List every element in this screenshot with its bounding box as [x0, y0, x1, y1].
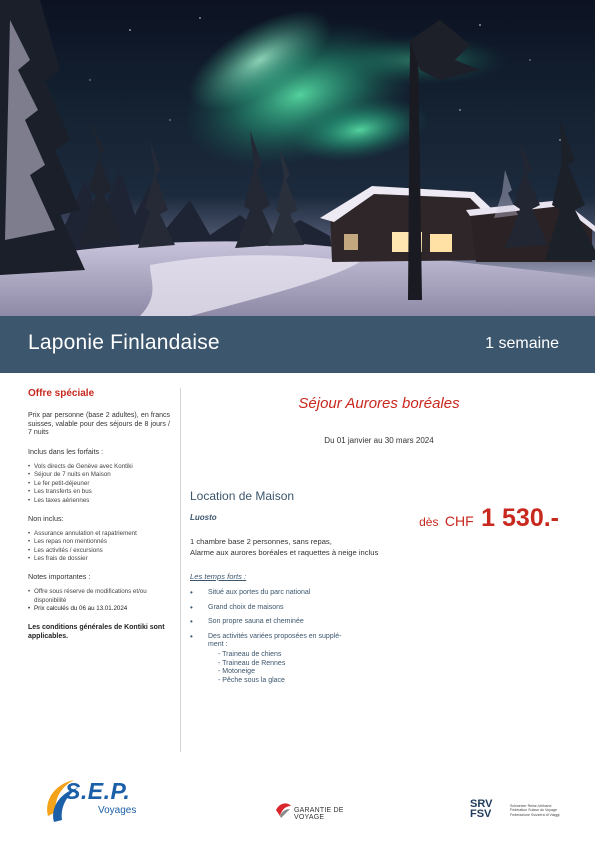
- not-included-list: [28, 530, 170, 564]
- price-prefix: dès: [419, 515, 439, 529]
- list-item: • Séjour de 7 nuits en Maison: [28, 471, 170, 479]
- srv-fsv-mark: [470, 799, 492, 819]
- list-item: • Le fer petit-déjeuner: [28, 480, 170, 488]
- notes-list: [28, 588, 170, 613]
- srv-caption-line: Federazione Svizzera di Viaggi: [510, 812, 560, 817]
- activities-list: [190, 651, 380, 685]
- garantie-text: GARANTIE DE VOYAGE: [294, 807, 344, 821]
- srv-fsv-caption: [510, 804, 566, 817]
- special-offer-title: Offre spéciale: [28, 388, 95, 399]
- list-item: • Vols directs de Genève avec Kontiki: [28, 463, 170, 471]
- activity-item: - Traineau de chiens: [218, 651, 282, 658]
- description-line: Alarme aux aurores boréales et raquettes à neige inclus: [190, 547, 379, 557]
- garantie-shield-icon: [274, 800, 292, 820]
- list-item: • Son propre sauna et cheminée: [190, 618, 380, 627]
- title-band: [0, 316, 595, 373]
- hero-photo-aurora-cabin: [0, 0, 595, 316]
- activity-item: - Pêche sous la glace: [218, 676, 285, 684]
- accommodation-place: Luosto: [190, 513, 217, 522]
- list-item: • Les transferts en bus: [28, 488, 170, 496]
- list-item: • Grand choix de maisons: [190, 604, 380, 613]
- accommodation-description: [190, 537, 378, 558]
- list-item: • Les repas non mentionnés: [28, 538, 170, 546]
- srv-text: SRV: [470, 798, 493, 810]
- srv-caption-line: Schweizer Reise-Verband: [510, 804, 552, 808]
- not-included-title: Non inclus:: [28, 514, 64, 524]
- list-item: • Les taxes aériennes: [28, 497, 170, 505]
- sep-voyages-logo: [40, 776, 180, 826]
- srv-caption-line: Fédération Suisse du Voyage: [510, 808, 557, 813]
- activities-line: ment :: [208, 641, 228, 648]
- offer-heading: Séjour Aurores boréales: [298, 395, 460, 412]
- list-item: • Prix calculés du 06 au 13.01.2024: [28, 605, 170, 613]
- price-currency: CHF: [444, 513, 474, 529]
- included-list: [28, 463, 170, 505]
- highlights-list: [190, 589, 380, 656]
- price-amount: 1 530.-: [481, 504, 559, 532]
- price-display: [419, 504, 559, 533]
- sep-logo-sub: Voyages: [98, 805, 137, 816]
- column-divider: [180, 388, 181, 752]
- garantie-voyage-logo: [274, 800, 374, 820]
- highlights-title: Les temps forts :: [190, 572, 247, 581]
- list-item: • Offre sous réserve de modifications et/ou disponibilité: [28, 588, 170, 605]
- fsv-text: FSV: [470, 808, 492, 820]
- list-item: • Les frais de dossier: [28, 555, 170, 563]
- list-item: • Assurance annulation et rapatriement: [28, 530, 170, 538]
- hero-illustration: [0, 0, 595, 316]
- accommodation-title: Location de Maison: [190, 489, 295, 503]
- description-line: 1 chambre base 2 personnes, sans repas,: [190, 537, 332, 546]
- list-item: [190, 633, 380, 650]
- activity-item: - Motoneige: [218, 668, 255, 676]
- included-title: Inclus dans les forfaits :: [28, 447, 104, 457]
- activity-item: - Traineau de Rennes: [218, 659, 286, 667]
- activities-line: • Des activités variées proposées en supplé-: [208, 632, 342, 640]
- price-basis-text: Prix par personne (base 2 adultes), en francs suisses, valable pour des séjours de 8 jours / 7 nuits: [28, 411, 170, 437]
- duration-label: 1 semaine: [485, 335, 559, 352]
- sidebar-offer-details: [28, 390, 170, 641]
- notes-title: Notes importantes :: [28, 572, 91, 582]
- offer-dates: Du 01 janvier au 30 mars 2024: [324, 436, 434, 445]
- list-item: • Les activités / excursions: [28, 547, 170, 555]
- srv-fsv-logo: [466, 799, 566, 829]
- sep-logo-text: S.E.P.: [65, 778, 131, 804]
- list-item: • Situé aux portes du parc national: [190, 589, 380, 598]
- destination-title: Laponie Finlandaise: [28, 331, 220, 354]
- conditions-text: Les conditions générales de Kontiki sont applicables.: [28, 624, 165, 641]
